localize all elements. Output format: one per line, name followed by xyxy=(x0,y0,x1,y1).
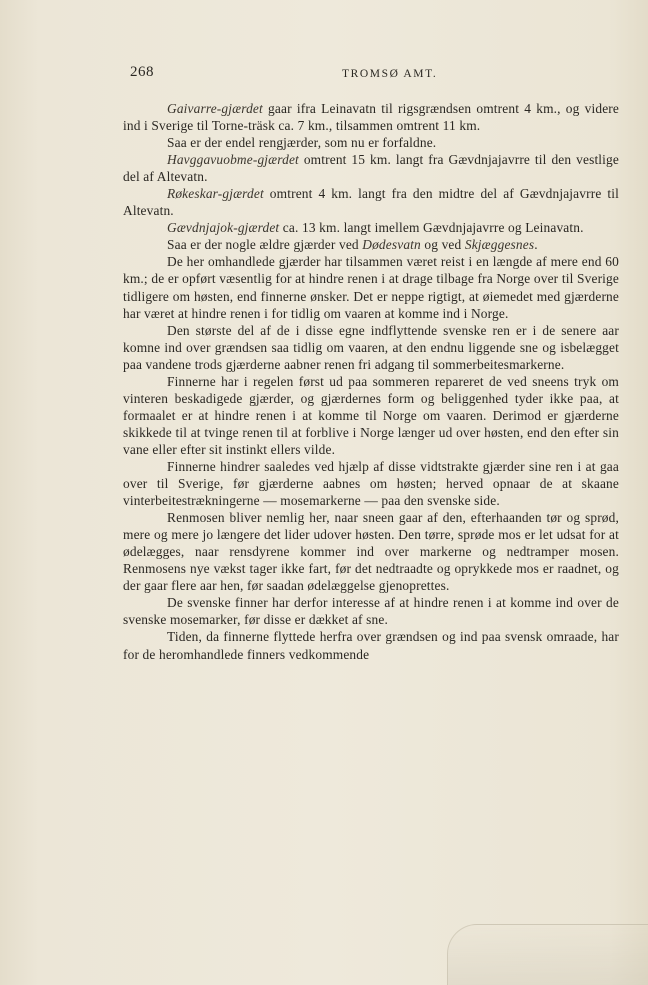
paragraph-finnerne-hindrer xyxy=(123,458,619,509)
paragraph-text: Finnerne har i regelen først ud paa sommeren repareret de ved sneens tryk om vinteren beskadigede gjærder, og gjærdernes form og beliggenhed tyder ikke paa, at formaalet er at hindre renen i at komme til Norge om vaaren. Derimod er gjærderne skikkede til at tvinge renen til at forblive i Norge længer ud over høsten, end den efter sin vane eller efter sit instinkt ellers vilde. xyxy=(123,373,619,457)
paragraph-text: omtrent 15 km. langt fra Gævdnjajavrre til den vestlige del af Altevatn. xyxy=(123,152,619,185)
paragraph-text: Tiden, da finnerne flyttede herfra over grændsen og ind paa svensk omraade, har for de heromhandlede finners vedkommende xyxy=(123,629,619,662)
page-number: 268 xyxy=(130,64,154,80)
place-name: Gaivarre-gjærdet xyxy=(167,101,263,116)
paragraph-text: Finnerne hindrer saaledes ved hjælp af disse vidtstrakte gjærder sine ren i at gaa over til Sverige, før gjærderne aabnes om høsten; herved opnaar de at skaane vinterbeitestrækningerne — mosemarkerne — paa den svenske side. xyxy=(123,458,619,509)
paragraph-gaivarre xyxy=(123,100,619,134)
paragraph-rengjaerder xyxy=(123,134,619,151)
paragraph-text: . xyxy=(534,237,538,253)
body-text xyxy=(123,100,619,663)
page-header xyxy=(130,64,618,84)
paragraph-renmosen xyxy=(123,509,619,594)
paragraph-text: og ved xyxy=(420,237,465,253)
place-name: Dødesvatn xyxy=(362,237,421,253)
paragraph-finnerne-regelen xyxy=(123,373,619,458)
paragraph-aeldre-gjaerder xyxy=(123,236,619,253)
place-name: Røkeskar-gjærdet xyxy=(167,186,264,202)
paragraph-omhandlede xyxy=(123,253,619,321)
place-name: Skjæggesnes xyxy=(464,237,535,253)
paragraph-havggavuobme xyxy=(123,151,619,185)
paragraph-text: Saa er der endel rengjærder, som nu er forfaldne. xyxy=(167,135,437,151)
paragraph-text: De her omhandlede gjærder har tilsammen været reist i en længde af mere end 60 km.; de er opført væsentlig for at hindre renen i at drage tilbage fra Norge over til Sverige tidligere om høsten, end finnerne ønsker. Det er neppe rigtigt, at øiemedet med gjærderne har været at hindre renen i for tidlig om vaaren at komme ind i Norge. xyxy=(123,254,619,321)
paragraph-text: gaar ifra Leinavatn til rigsgrændsen omtrent 4 km., og videre ind i Sverige til Torne-träsk ca. 7 km., tilsammen omtrent 11 km. xyxy=(123,101,619,134)
place-name: Havggavuobme-gjærdet xyxy=(167,152,299,168)
running-head: TROMSØ AMT. xyxy=(342,68,438,80)
paragraph-text: De svenske finner har derfor interesse af at hindre renen i at komme ind over de svenske mosemarker, før disse er dækket af sne. xyxy=(123,595,619,628)
paragraph-storste-del xyxy=(123,322,619,373)
paragraph-gaevdnjajok xyxy=(123,219,619,236)
paragraph-text: Den største del af de i disse egne indflyttende svenske ren er i de senere aar komne ind over grændsen saa tidlig om vaaren, at den endnu liggende sne og isbelægget paa vandene trods gjærderne aabner renen fri adgang til sommerbeitesmarkerne. xyxy=(123,322,619,372)
paragraph-tiden xyxy=(123,628,619,662)
place-name: Gævdnjajok-gjærdet xyxy=(167,220,280,236)
paragraph-rokeskar xyxy=(123,185,619,219)
paragraph-text: omtrent 4 km. langt fra den midtre del af Gævdnjajavrre til Altevatn. xyxy=(123,186,619,219)
paragraph-text: ca. 13 km. langt imellem Gævdnjajavrre og Leinavatn. xyxy=(279,220,584,236)
paragraph-text: Renmosen bliver nemlig her, naar sneen gaar af den, efterhaanden tør og sprød, mere og mere jo længere det lider udover høsten. Den tørre, sprøde mos er let udsat for at ødelægges, naar rensdyrene kommer ind over markerne og nedtramper mosen. Renmosens nye vækst tager ikke fart, før det nedtraadte og oprykkede mos er raadnet, og der gaar flere aar hen, før saadan ødelæggelse gjenoprettes. xyxy=(123,510,619,594)
page-corner-curl xyxy=(447,924,648,985)
paragraph-svenske-finner xyxy=(123,594,619,628)
paragraph-text: Saa er der nogle ældre gjærder ved xyxy=(167,237,363,253)
